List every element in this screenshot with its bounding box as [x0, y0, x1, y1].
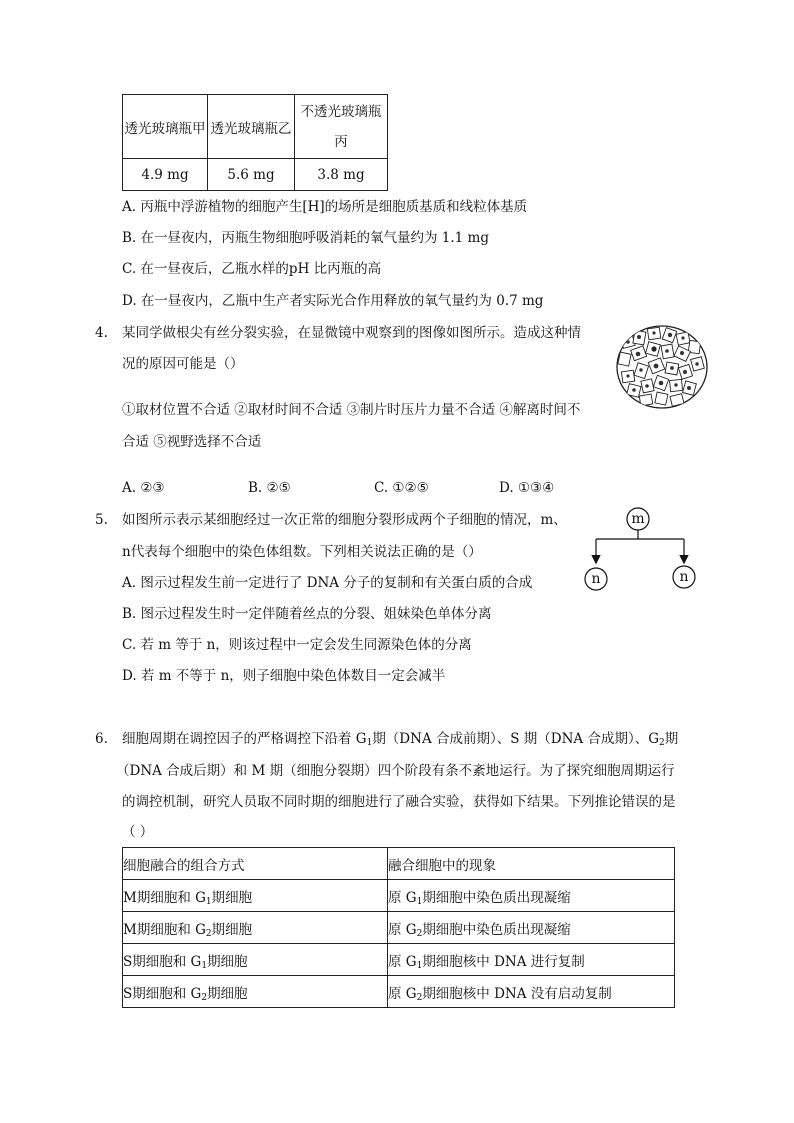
q5-option-b: B. 图示过程发生时一定伴随着丝点的分裂、姐妹染色单体分离	[122, 606, 492, 622]
q6-stem-line1	[122, 729, 678, 749]
value-bottle-a: 4.9 mg	[123, 159, 208, 191]
q4-reasons-line2: 合适 ⑤视野选择不合适	[122, 434, 262, 450]
table-row	[123, 880, 675, 912]
q6-line1-part1: 细胞周期在调控因子的严格调控下沿着 G	[122, 731, 367, 747]
left-child-label: n	[591, 571, 601, 587]
header-bottle-c	[295, 95, 388, 159]
cell-fusion-data-table	[122, 847, 675, 1008]
q4-number: 4.	[95, 325, 108, 341]
fusion-header-combination: 细胞融合的组合方式	[123, 848, 388, 880]
table-row	[123, 976, 675, 1008]
q5-option-d: D. 若 m 不等于 n，则子细胞中染色体数目一定会减半	[122, 668, 446, 684]
q5-option-a: A. 图示过程发生前一定进行了 DNA 分子的复制和有关蛋白质的合成	[122, 575, 533, 591]
microscope-cells-icon	[614, 323, 710, 411]
q6-line1-sub1: 1	[366, 738, 373, 748]
q5-option-c: C. 若 m 等于 n，则该过程中一定会发生同源染色体的分离	[122, 637, 472, 653]
q3-option-b: B. 在一昼夜内，丙瓶生物细胞呼吸消耗的氧气量约为 1.1 mg	[122, 230, 489, 246]
q6-line1-sub2: 2	[659, 738, 665, 748]
q6-number: 6.	[95, 731, 108, 747]
q4-option-c: C. ①②⑤	[374, 480, 429, 496]
q5-stem-line1: 如图所示表示某细胞经过一次正常的细胞分裂形成两个子细胞的情况，m、	[122, 512, 567, 528]
q4-option-b: B. ②⑤	[248, 480, 291, 496]
value-bottle-c: 3.8 mg	[295, 159, 388, 191]
fusion-row2-combination: M期细胞和 $G_2$期细胞	[123, 912, 388, 944]
q3-option-c: C. 在一昼夜后，乙瓶水样的pH 比丙瓶的高	[122, 261, 382, 277]
q3-option-d: D. 在一昼夜内，乙瓶中生产者实际光合作用释放的氧气量约为 0.7 mg	[122, 293, 544, 309]
fusion-header-phenomenon: 融合细胞中的现象	[388, 848, 675, 880]
fusion-row3-phenomenon: 原 $G_1$期细胞核中 DNA 进行复制	[388, 944, 675, 976]
q4-stem-line1: 某同学做根尖有丝分裂实验，在显微镜中观察到的图像如图所示。造成这种情	[122, 325, 581, 341]
fusion-row1-combination: M期细胞和 $G_1$期细胞	[123, 880, 388, 912]
q4-option-d: D. ①③④	[499, 480, 555, 496]
cell-division-diagram	[580, 504, 700, 596]
header-bottle-c-line2: 丙	[334, 133, 348, 150]
header-bottle-a: 透光玻璃瓶甲	[123, 95, 208, 159]
q6-stem-line4: （ ）	[122, 824, 154, 840]
q5-number: 5.	[95, 512, 108, 528]
fusion-row2-phenomenon: 原 $G_2$期细胞中染色质出现凝缩	[388, 912, 675, 944]
bottle-data-table	[122, 94, 388, 191]
fusion-row4-combination: S期细胞和 $G_2$期细胞	[123, 976, 388, 1008]
q3-option-a: A. 丙瓶中浮游植物的细胞产生[H]的场所是细胞质基质和线粒体基质	[122, 199, 528, 215]
value-bottle-b: 5.6 mg	[208, 159, 295, 191]
q4-option-a: A. ②③	[122, 480, 165, 496]
right-child-label: n	[679, 569, 689, 585]
q5-stem-line2: n代表每个细胞中的染色体组数。下列相关说法正确的是（）	[122, 544, 482, 560]
cell-fusion-table	[122, 847, 675, 1008]
bottle-table	[122, 94, 388, 191]
q6-stem-line2: （DNA 合成后期）和 M 期（细胞分裂期）四个阶段有条不紊地运行。为了探究细胞周期运行	[116, 763, 675, 779]
q4-reasons-line1: ①取材位置不合适 ②取材时间不合适 ③制片时压片力量不合适 ④解离时间不	[122, 402, 581, 418]
table-row	[123, 912, 675, 944]
q6-stem-line3: 的调控机制，研究人员取不同时期的细胞进行了融合实验，获得如下结果。下列推论错误的是	[122, 794, 676, 810]
header-bottle-b: 透光玻璃瓶乙	[208, 95, 295, 159]
parent-cell-label: m	[631, 511, 645, 527]
fusion-row1-phenomenon: 原 $G_1$期细胞中染色质出现凝缩	[388, 880, 675, 912]
table-row	[123, 944, 675, 976]
header-bottle-c-line1: 不透光玻璃瓶	[300, 103, 382, 120]
fusion-row4-phenomenon: 原 $G_2$期细胞核中 DNA 没有启动复制	[388, 976, 675, 1008]
fusion-row3-combination: S期细胞和 $G_1$期细胞	[123, 944, 388, 976]
q4-stem-line2: 况的原因可能是（）	[122, 356, 244, 372]
q6-line1-part2: 期（DNA 合成前期）、S 期（DNA 合成期）、G	[372, 731, 659, 747]
q6-line1-part3: 期	[664, 731, 679, 747]
microscope-field-image	[614, 323, 710, 415]
